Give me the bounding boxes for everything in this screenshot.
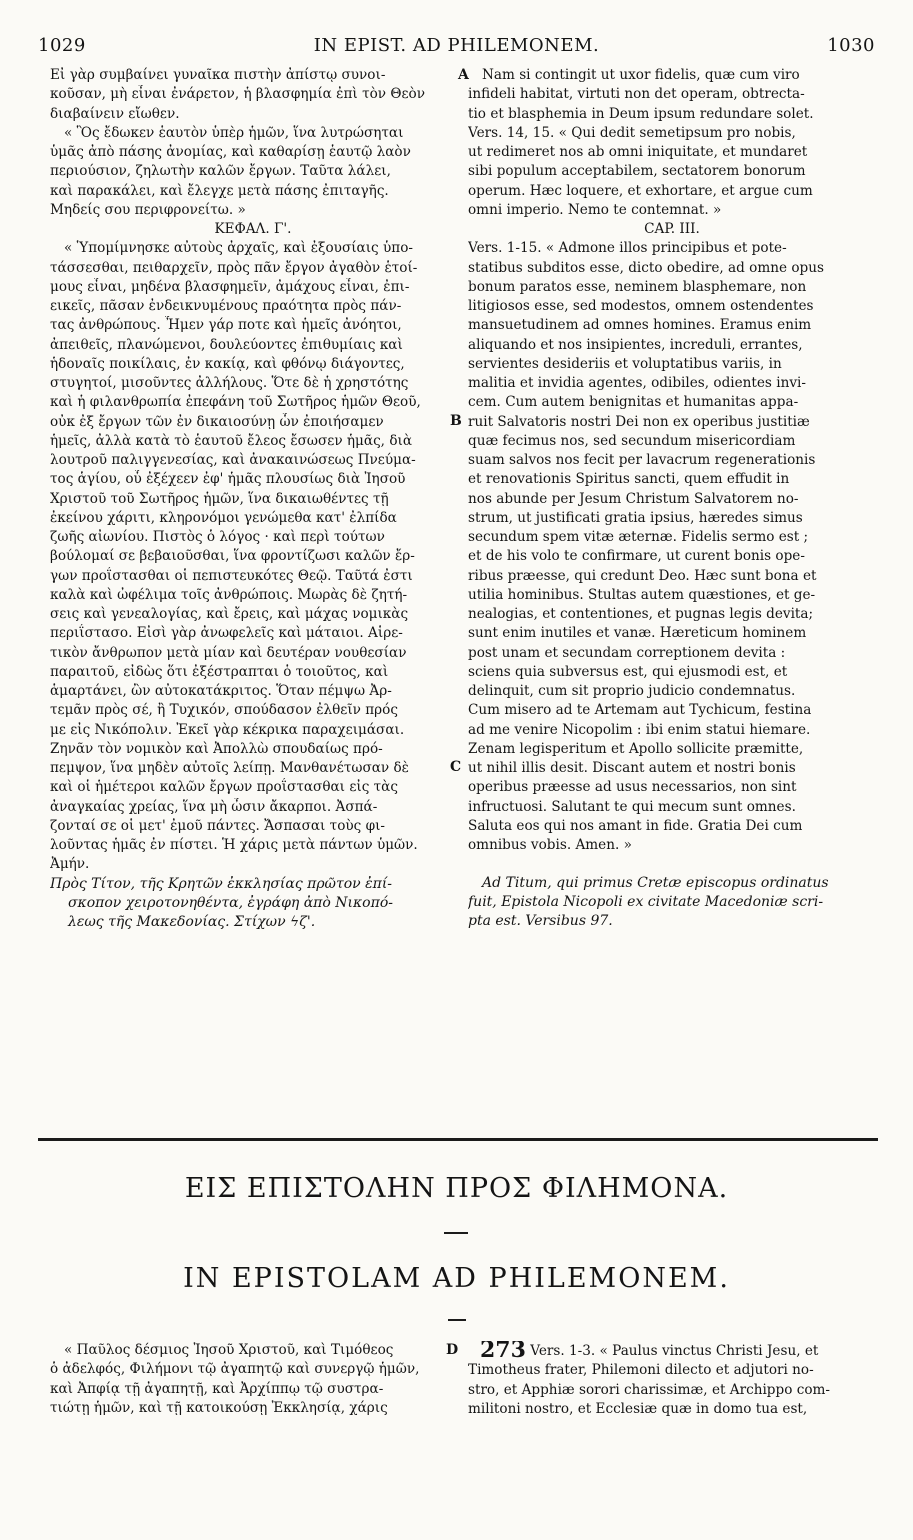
- text-line: suam salvos nos fecit per lavacrum regenerationis: [468, 452, 816, 468]
- text-line: οὐκ ἐξ ἔργων τῶν ἐν δικαιοσύνῃ ὧν ἐποιήσαμεν: [50, 413, 384, 430]
- text-line: τάσσεσθαι, πειθαρχεῖν, πρὸς πᾶν ἔργον ἀγαθὸν ἑτοί-: [50, 259, 418, 276]
- text-line: τιώτῃ ἡμῶν, καὶ τῇ κατοικούσῃ Ἐκκλησίᾳ, χάρις: [50, 1399, 388, 1416]
- text-line: λοῦντας ἡμᾶς ἐν πίστει. Ἡ χάρις μετὰ πάντων ὑμῶν.: [50, 837, 418, 853]
- text-line: λουτροῦ παλιγγενεσίας, καὶ ἀνακαινώσεως Πνεύμα-: [50, 452, 416, 468]
- text-line: tio et blasphemia in Deum ipsum redundare solet.: [468, 105, 814, 122]
- subscription-line: Πρὸς Τίτον, τῆς Κρητῶν ἐκκλησίας πρῶτον ἐπί-: [50, 875, 393, 892]
- text-line: ut nihil illis desit. Discant autem et nostri bonis: [468, 760, 796, 776]
- text-line-content: Vers. 1-3. « Paulus vinctus Christi Jesu, et: [530, 1343, 819, 1359]
- subscription-line: fuit, Epistola Nicopoli ex civitate Macedoniæ scri-: [468, 894, 824, 911]
- text-line: « Παῦλος δέσμιος Ἰησοῦ Χριστοῦ, καὶ Τιμόθεος: [64, 1342, 394, 1358]
- text-line: ruit Salvatoris nostri Dei non ex operibus justitiæ: [468, 413, 810, 430]
- text-line: malitia et invidia agentes, odibiles, odientes invi-: [468, 375, 806, 391]
- text-line: et renovationis Spiritus sancti, quem effudit in: [468, 471, 790, 488]
- text-line: [468, 1341, 876, 1361]
- text-line: nealogias, et contentiones, et pugnas legis devita;: [468, 606, 814, 622]
- text-line: βούλομαί σε βεβαιοῦσθαι, ἵνα φροντίζωσι καλῶν ἔρ-: [50, 548, 415, 565]
- latin-subscription: [468, 874, 876, 931]
- text-line: infideli habitat, virtuti non det operam, obtrecta-: [468, 86, 805, 103]
- text-line: Ζηνᾶν τὸν νομικὸν καὶ Ἀπολλὼ σπουδαίως πρό-: [50, 740, 383, 757]
- text-line: utilia hominibus. Stultas autem quæstiones, et ge-: [468, 586, 816, 603]
- greek-epistle-title: ΕΙΣ ΕΠΙΣΤΟΛΗΝ ΠΡΟΣ ΦΙΛΗΜΟΝΑ.: [184, 1173, 729, 1204]
- text-line: εικεῖς, πᾶσαν ἐνδεικνυμένους πραότητα πρὸς πάν-: [50, 298, 402, 314]
- text-line: Vers. 1-15. « Admone illos principibus et pote-: [468, 240, 787, 257]
- text-line: στυγητοί, μισοῦντες ἀλλήλους. Ὅτε δὲ ἡ χρηστότης: [50, 375, 409, 391]
- text-line: σεις καὶ γενεαλογίας, καὶ ἔρεις, καὶ μάχας νομικὰς: [50, 606, 409, 622]
- text-line: sibi populum acceptabilem, sectatorem bonorum: [468, 163, 806, 180]
- text-line: operibus præesse ad usus necessarios, non sint: [468, 779, 797, 796]
- text-line: Vers. 14, 15. « Qui dedit semetipsum pro nobis,: [468, 124, 796, 141]
- greek-top-text: [50, 66, 456, 220]
- text-line: sunt enim inutiles et vanæ. Hæreticum hominem: [468, 625, 807, 642]
- text-line: mansuetudinem ad omnes homines. Eramus enim: [468, 317, 812, 334]
- text-line: τικὸν ἄνθρωπον μετὰ μίαν καὶ δευτέραν νουθεσίαν: [50, 644, 407, 661]
- running-title: IN EPIST. AD PHILEMONEM.: [313, 35, 600, 56]
- margin-marker-c: C: [450, 759, 462, 775]
- text-line: « Ὑπομίμνησκε αὐτοὺς ἀρχαῖς, καὶ ἐξουσίαις ὑπο-: [64, 240, 413, 257]
- title-dash: [448, 1319, 466, 1321]
- text-line: Ἀμήν.: [50, 856, 90, 873]
- text-line: ζωῆς αἰωνίου. Πιστὸς ὁ λόγος · καὶ περὶ τούτων: [50, 529, 385, 545]
- latin-chapter-heading: CAP. III.: [644, 221, 700, 237]
- text-line: quæ fecimus nos, sed secundum misericordiam: [468, 432, 796, 449]
- text-line: statibus subditos esse, dicto obedire, ad omne opus: [468, 259, 824, 276]
- text-line: ἡμεῖς, ἀλλὰ κατὰ τὸ ἑαυτοῦ ἔλεος ἔσωσεν ἡμᾶς, διὰ: [50, 432, 413, 449]
- text-line: ὁ ἀδελφός, Φιλήμονι τῷ ἀγαπητῷ καὶ συνεργῷ ἡμῶν,: [50, 1361, 420, 1378]
- text-line: Χριστοῦ τοῦ Σωτῆρος ἡμῶν, ἵνα δικαιωθέντες τῇ: [50, 490, 389, 507]
- greek-chapter-heading: ΚΕΦΑΛ. Γ'.: [214, 221, 292, 237]
- title-dash: [444, 1232, 468, 1234]
- section-divider: [38, 1138, 878, 1141]
- text-line: τας ἀνθρώπους. Ἦμεν γάρ ποτε καὶ ἡμεῖς ἀνόητοι,: [50, 317, 402, 334]
- text-line: καὶ οἱ ἡμέτεροι καλῶν ἔργων προΐστασθαι εἰς τὰς: [50, 779, 398, 796]
- column-number: 273: [480, 1341, 526, 1362]
- text-line: γων προΐστασθαι οἱ πεπιστευκότες Θεῷ. Ταῦτά ἐστι: [50, 567, 413, 584]
- text-line: Timotheus frater, Philemoni dilecto et adjutori no-: [468, 1362, 814, 1379]
- latin-body-text: [468, 239, 876, 855]
- text-line: infructuosi. Salutant te qui mecum sunt omnes.: [468, 798, 796, 815]
- text-line: strum, ut justificati gratia ipsius, hæredes simus: [468, 509, 803, 526]
- subscription-line: λεως τῆς Μακεδονίας. Στίχων ϟζ'.: [68, 913, 316, 930]
- page-number-left: 1029: [38, 35, 86, 56]
- text-line: καὶ ἡ φιλανθρωπία ἐπεφάνη τοῦ Σωτῆρος ἡμῶν Θεοῦ,: [50, 394, 421, 411]
- margin-marker-a: A: [458, 67, 469, 83]
- text-line: et de his volo te confirmare, ut curent bonis ope-: [468, 548, 805, 565]
- greek-subscription: [50, 875, 456, 932]
- text-line: διαβαίνειν εἴωθεν.: [50, 105, 180, 122]
- text-line: litigiosos esse, sed modestos, omnem ostendentes: [468, 298, 814, 314]
- text-line: ad me venire Nicopolim : ibi enim statui hiemare.: [468, 721, 811, 738]
- text-line: καὶ παρακάλει, καὶ ἔλεγχε μετὰ πάσης ἐπιταγῆς.: [50, 182, 389, 199]
- text-line: περιούσιον, ζηλωτὴν καλῶν ἔργων. Ταῦτα λάλει,: [50, 163, 391, 180]
- text-line: τεμᾶν πρὸς σέ, ἢ Τυχικόν, σπούδασον ἐλθεῖν πρός: [50, 702, 398, 719]
- latin-top-text: [468, 66, 876, 220]
- text-line: Nam si contingit ut uxor fidelis, quæ cum viro: [482, 67, 800, 83]
- subscription-line: pta est. Versibus 97.: [468, 913, 613, 930]
- latin-epistle-title: IN EPISTOLAM AD PHILEMONEM.: [183, 1263, 730, 1294]
- text-line: κοῦσαν, μὴ εἶναι ἐνάρετον, ἡ βλασφημία ἐπὶ τὸν Θεὸν: [50, 86, 425, 103]
- text-line: ἁμαρτάνει, ὢν αὐτοκατάκριτος. Ὅταν πέμψω Ἀρ-: [50, 683, 392, 699]
- greek-column-bottom: [50, 1341, 459, 1418]
- latin-column: [468, 66, 876, 931]
- text-line: μους εἶναι, μηδένα βλασφημεῖν, ἀμάχους εἶναι, ἐπι-: [50, 278, 410, 295]
- text-line: Cum misero ad te Artemam aut Tychicum, festina: [468, 702, 812, 719]
- text-line: militoni nostro, et Ecclesiæ quæ in domo tua est,: [468, 1400, 808, 1417]
- text-line: ribus præesse, qui credunt Deo. Hæc sunt bona et: [468, 567, 817, 584]
- text-line: με εἰς Νικόπολιν. Ἐκεῖ γὰρ κέκρικα παραχειμάσαι.: [50, 721, 405, 738]
- subscription-line: Ad Titum, qui primus Cretæ episcopus ordinatus: [482, 875, 829, 892]
- greek-column: [50, 66, 456, 932]
- text-line: post unam et secundam correptionem devita :: [468, 644, 786, 661]
- text-line: ἐκείνου χάριτι, κληρονόμοι γενώμεθα κατ' ἐλπίδα: [50, 509, 397, 526]
- subscription-line: σκοπον χειροτονηθέντα, ἐγράφη ἀπὸ Νικοπό-: [68, 894, 393, 911]
- text-line: ἡδοναῖς ποικίλαις, ἐν κακίᾳ, καὶ φθόνῳ διάγοντες,: [50, 355, 405, 372]
- text-line: πεμψον, ἵνα μηδὲν αὐτοῖς λείπῃ. Μανθανέτωσαν δὲ: [50, 760, 409, 776]
- text-line: operum. Hæc loquere, et exhortare, et argue cum: [468, 182, 813, 199]
- text-line: Zenam legisperitum et Apollo sollicite præmitte,: [468, 740, 804, 757]
- text-line: τος ἁγίου, οὗ ἐξέχεεν ἐφ' ἡμᾶς πλουσίως διὰ Ἰησοῦ: [50, 471, 406, 488]
- text-line: cem. Cum autem benignitas et humanitas appa-: [468, 394, 799, 411]
- text-line: omni imperio. Nemo te contemnat. »: [468, 201, 722, 218]
- margin-marker-b: B: [450, 413, 462, 429]
- page-number-right: 1030: [827, 35, 875, 56]
- text-line: aliquando et nos insipientes, increduli, errantes,: [468, 336, 803, 353]
- text-line: ζονταί σε οἱ μετ' ἐμοῦ πάντες. Ἄσπασαι τοὺς φι-: [50, 817, 386, 834]
- text-line: ὑμᾶς ἀπὸ πάσης ἀνομίας, καὶ καθαρίσῃ ἑαυτῷ λαὸν: [50, 144, 411, 160]
- text-line: ἀπειθεῖς, πλανώμενοι, δουλεύοντες ἐπιθυμίαις καὶ: [50, 336, 403, 353]
- text-line: delinquit, cum sit proprio judicio condemnatus.: [468, 683, 796, 699]
- text-line: secundum spem vitæ æternæ. Fidelis sermo est ;: [468, 529, 809, 545]
- text-line: ut redimeret nos ab omni iniquitate, et mundaret: [468, 144, 808, 160]
- text-line: καλὰ καὶ ὠφέλιμα τοῖς ἀνθρώποις. Μωρὰς δὲ ζητή-: [50, 586, 408, 603]
- text-line: nos abunde per Jesum Christum Salvatorem no-: [468, 490, 799, 507]
- text-line: bonum paratos esse, neminem blasphemare, non: [468, 278, 807, 295]
- text-line: Μηδείς σου περιφρονείτω. »: [50, 201, 246, 218]
- text-line: περιΐστασο. Εἰσὶ γὰρ ἀνωφελεῖς καὶ μάταιοι. Αἱρε-: [50, 625, 403, 642]
- latin-column-bottom: [468, 1341, 876, 1419]
- text-line: καὶ Ἀπφίᾳ τῇ ἀγαπητῇ, καὶ Ἀρχίππῳ τῷ συστρα-: [50, 1380, 384, 1397]
- text-line: παραιτοῦ, εἰδὼς ὅτι ἐξέστραπται ὁ τοιοῦτος, καὶ: [50, 663, 389, 680]
- text-line: sciens quia subversus est, qui ejusmodi est, et: [468, 663, 788, 680]
- text-line: « Ὃς ἔδωκεν ἑαυτὸν ὑπὲρ ἡμῶν, ἵνα λυτρώσηται: [64, 124, 404, 141]
- margin-marker-d: D: [446, 1342, 459, 1358]
- greek-body-text: [50, 239, 456, 874]
- text-line: Saluta eos qui nos amant in fide. Gratia Dei cum: [468, 817, 803, 834]
- text-line: stro, et Apphiæ sorori charissimæ, et Archippo com-: [468, 1381, 830, 1398]
- text-line: servientes desideriis et voluptatibus variis, in: [468, 355, 782, 372]
- text-line: ἀναγκαίας χρείας, ἵνα μὴ ὦσιν ἄκαρποι. Ἀσπά-: [50, 798, 378, 815]
- text-line: Εἰ γὰρ συμβαίνει γυναῖκα πιστὴν ἀπίστῳ συνοι-: [50, 67, 386, 83]
- text-line: omnibus vobis. Amen. »: [468, 837, 632, 853]
